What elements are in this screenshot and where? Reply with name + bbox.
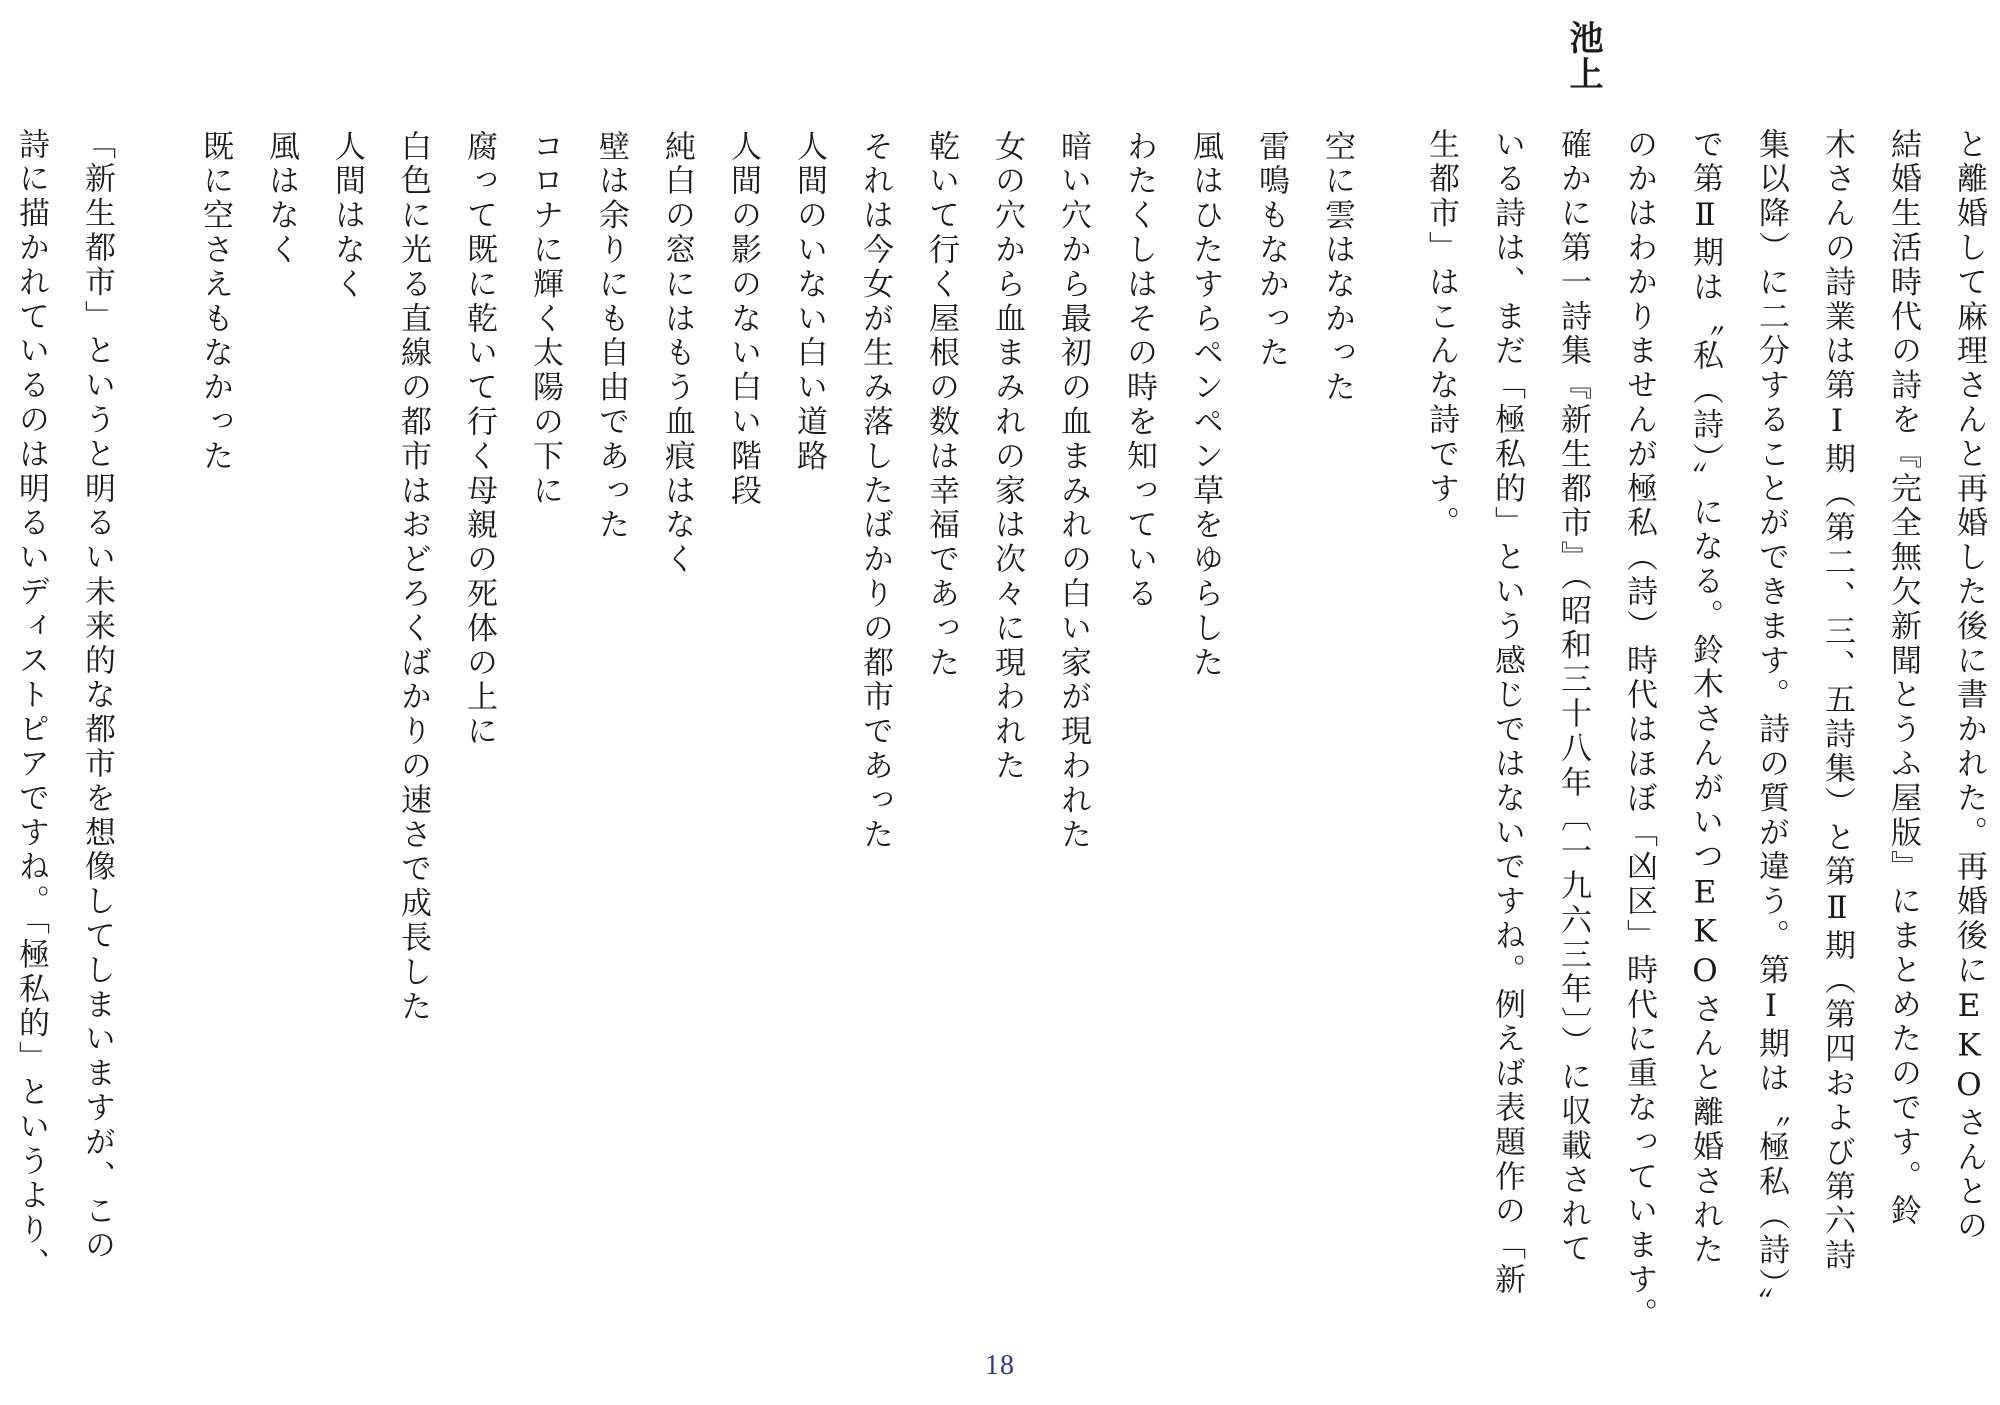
- poem-line: 暗い穴から最初の血まみれの白い家が現われた: [1055, 130, 1091, 853]
- dialogue-line: 生都市」はこんな詩です。: [1423, 128, 1459, 541]
- poem-line: 人間はなく: [329, 130, 365, 302]
- poem-line: それは今女が生み落したばかりの都市であった: [857, 130, 893, 853]
- poem-line: 女の穴から血まみれの家は次々に現われた: [989, 130, 1025, 784]
- dialogue-paragraph: [1423, 128, 2000, 1358]
- poem-line: わたくしはその時を知っている: [1121, 130, 1157, 612]
- dialogue-line: で第Ⅱ期は〝私（詩）〟になる。鈴木さんがいつEKOさんと離婚された: [1687, 128, 1723, 1268]
- commentary-line: 「新生都市」というと明るい未来的な都市を想像してしまいますが、この: [79, 128, 115, 1264]
- poem-line: 人間のいない白い道路: [791, 130, 827, 474]
- dialogue-line: のかはわかりませんが極私（詩）時代はほぼ「凶区」時代に重なっています。: [1621, 128, 1657, 1332]
- poem-line: 腐って既に乾いて行く母親の死体の上に: [461, 130, 497, 750]
- commentary-line: 詩に描かれているのは明るいディストピアですね。「極私的」というより、: [13, 128, 49, 1283]
- commentary-paragraph: [0, 128, 130, 1358]
- dialogue-line: 木さんの詩業は第Ⅰ期（第二、三、五詩集）と第Ⅱ期（第四および第六詩: [1819, 128, 1855, 1274]
- poem-line: 風はなく: [263, 130, 299, 268]
- poem-line: コロナに輝く太陽の下に: [527, 130, 563, 509]
- poem-line: 乾いて行く屋根の数は幸福であった: [923, 130, 959, 681]
- dialogue-line: 集以降）に二分することができます。詩の質が違う。第Ⅰ期は〝極私（詩）〟: [1753, 128, 1789, 1322]
- dialogue-line: 結婚生活時代の詩を『完全無欠新聞とうふ屋版』にまとめたのです。鈴: [1885, 128, 1921, 1229]
- quoted-poem: [190, 130, 1370, 1130]
- dialogue-line: いる詩は、まだ「極私的」という感じではないですね。例えば表題作の「新: [1489, 128, 1525, 1298]
- poem-line: 雷鳴もなかった: [1253, 130, 1289, 371]
- dialogue-line: と離婚して麻理さんと再婚した後に書かれた。再婚後にEKOさんとの: [1951, 128, 1987, 1244]
- page-number: 18: [985, 1350, 1015, 1381]
- dialogue-line: 確かに第一詩集『新生都市』（昭和三十八年〔一九六三年〕）に収載されて: [1555, 128, 1591, 1267]
- poem-line: 純白の窓にはもう血痕はなく: [659, 130, 695, 578]
- speaker-name: 池上: [1563, 20, 1603, 92]
- poem-line: 空に雲はなかった: [1319, 130, 1355, 406]
- poem-line: 人間の影のない白い階段: [725, 130, 761, 509]
- poem-line: 壁は余りにも自由であった: [593, 130, 629, 543]
- poem-line: 風はひたすらペンペン草をゆらした: [1187, 130, 1223, 681]
- poem-line: 既に空さえもなかった: [197, 130, 233, 474]
- poem-line: 白色に光る直線の都市はおどろくばかりの速さで成長した: [395, 130, 431, 1025]
